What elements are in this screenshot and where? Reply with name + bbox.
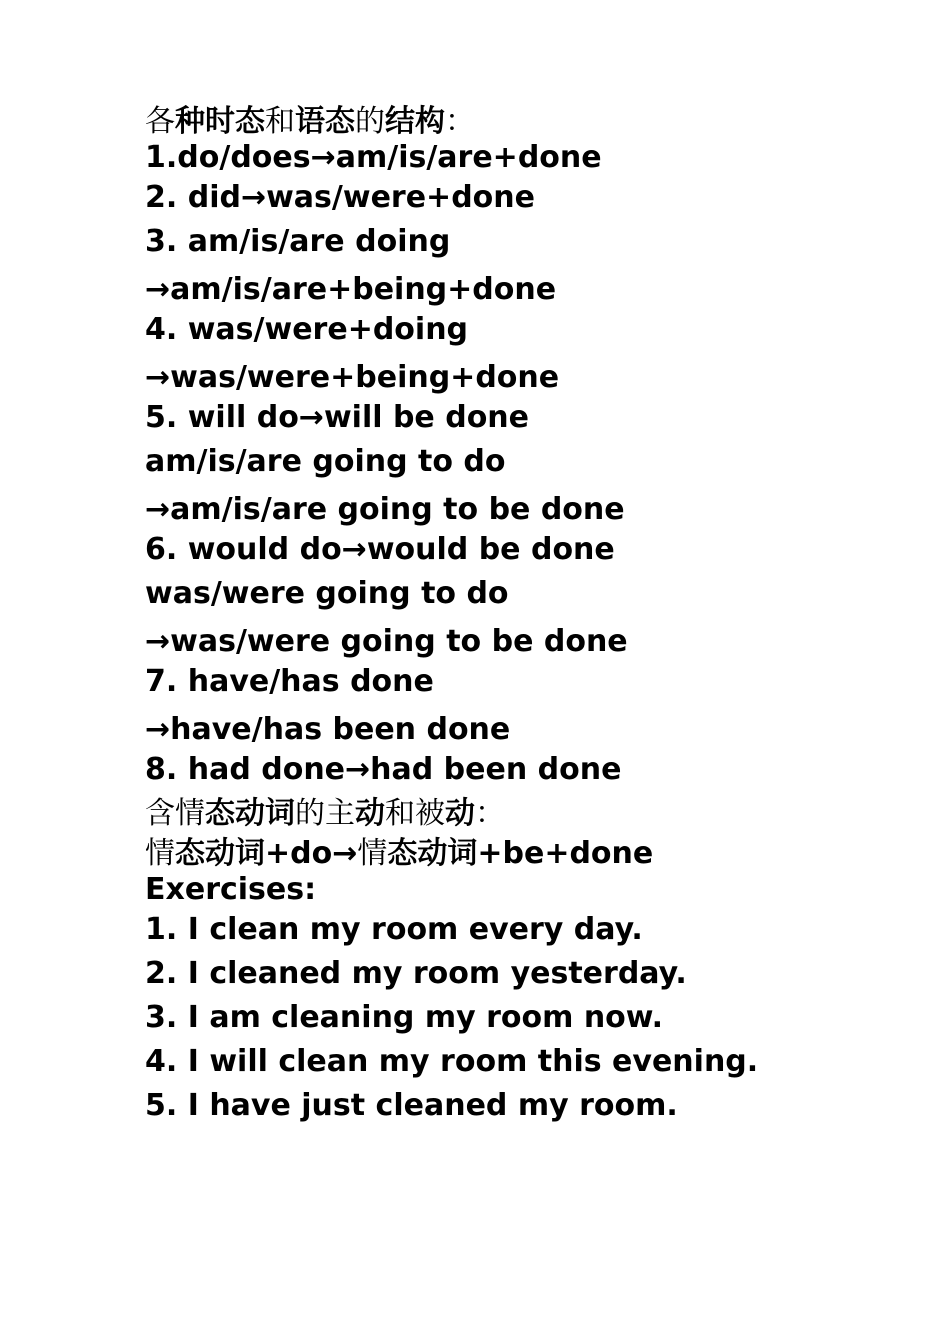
exercise-item: 2. I cleaned my room yesterday. xyxy=(145,956,687,991)
rule-part: 态动词+do→ xyxy=(175,836,358,871)
heading-part: 语态 xyxy=(295,104,355,139)
structure-line: 1.do/does→am/is/are+done xyxy=(145,140,602,175)
heading-part: 和被 xyxy=(385,796,445,831)
structure-line: 8. had done→had been done xyxy=(145,752,622,787)
heading-part: 结构 xyxy=(385,104,445,139)
heading-part: 各 xyxy=(145,104,175,139)
structure-line: 7. have/has done xyxy=(145,664,434,699)
rule-part: 情 xyxy=(357,836,388,871)
heading-part: 的 xyxy=(355,104,385,139)
heading-part: 动 xyxy=(355,796,385,831)
rule-part: 情 xyxy=(145,836,175,871)
structure-line: 2. did→was/were+done xyxy=(145,180,535,215)
heading-part: 和 xyxy=(265,104,295,139)
heading-part: 的主 xyxy=(295,796,355,831)
exercises-title: Exercises: xyxy=(145,872,317,907)
heading-part: 态动词 xyxy=(205,796,295,831)
rule-part: 态动词+be+done xyxy=(387,836,654,871)
structure-line: →am/is/are going to be done xyxy=(145,492,625,527)
heading-part: 含情 xyxy=(145,796,205,831)
heading-part: 动 xyxy=(445,796,475,831)
heading-tense-structures xyxy=(145,104,925,140)
structure-line: 3. am/is/are doing xyxy=(145,224,451,259)
structure-line: →was/were+being+done xyxy=(145,360,560,395)
document-page xyxy=(145,104,925,1128)
structure-line: 6. would do→would be done xyxy=(145,532,615,567)
structure-line: am/is/are going to do xyxy=(145,444,506,479)
modal-rule xyxy=(145,836,925,872)
structure-line: →was/were going to be done xyxy=(145,624,628,659)
exercise-item: 3. I am cleaning my room now. xyxy=(145,1000,663,1035)
heading-modal-verbs xyxy=(145,792,925,836)
structure-line: was/were going to do xyxy=(145,576,509,611)
heading-part: ： xyxy=(475,796,505,831)
structure-line: →am/is/are+being+done xyxy=(145,272,557,307)
heading-part: ： xyxy=(445,104,475,139)
exercise-item: 1. I clean my room every day. xyxy=(145,912,643,947)
exercise-item: 5. I have just cleaned my room. xyxy=(145,1088,678,1123)
exercise-item: 4. I will clean my room this evening. xyxy=(145,1044,759,1079)
structure-line: 5. will do→will be done xyxy=(145,400,530,435)
structure-line: →have/has been done xyxy=(145,712,511,747)
structure-line: 4. was/were+doing xyxy=(145,312,469,347)
heading-part: 种时态 xyxy=(175,104,265,139)
